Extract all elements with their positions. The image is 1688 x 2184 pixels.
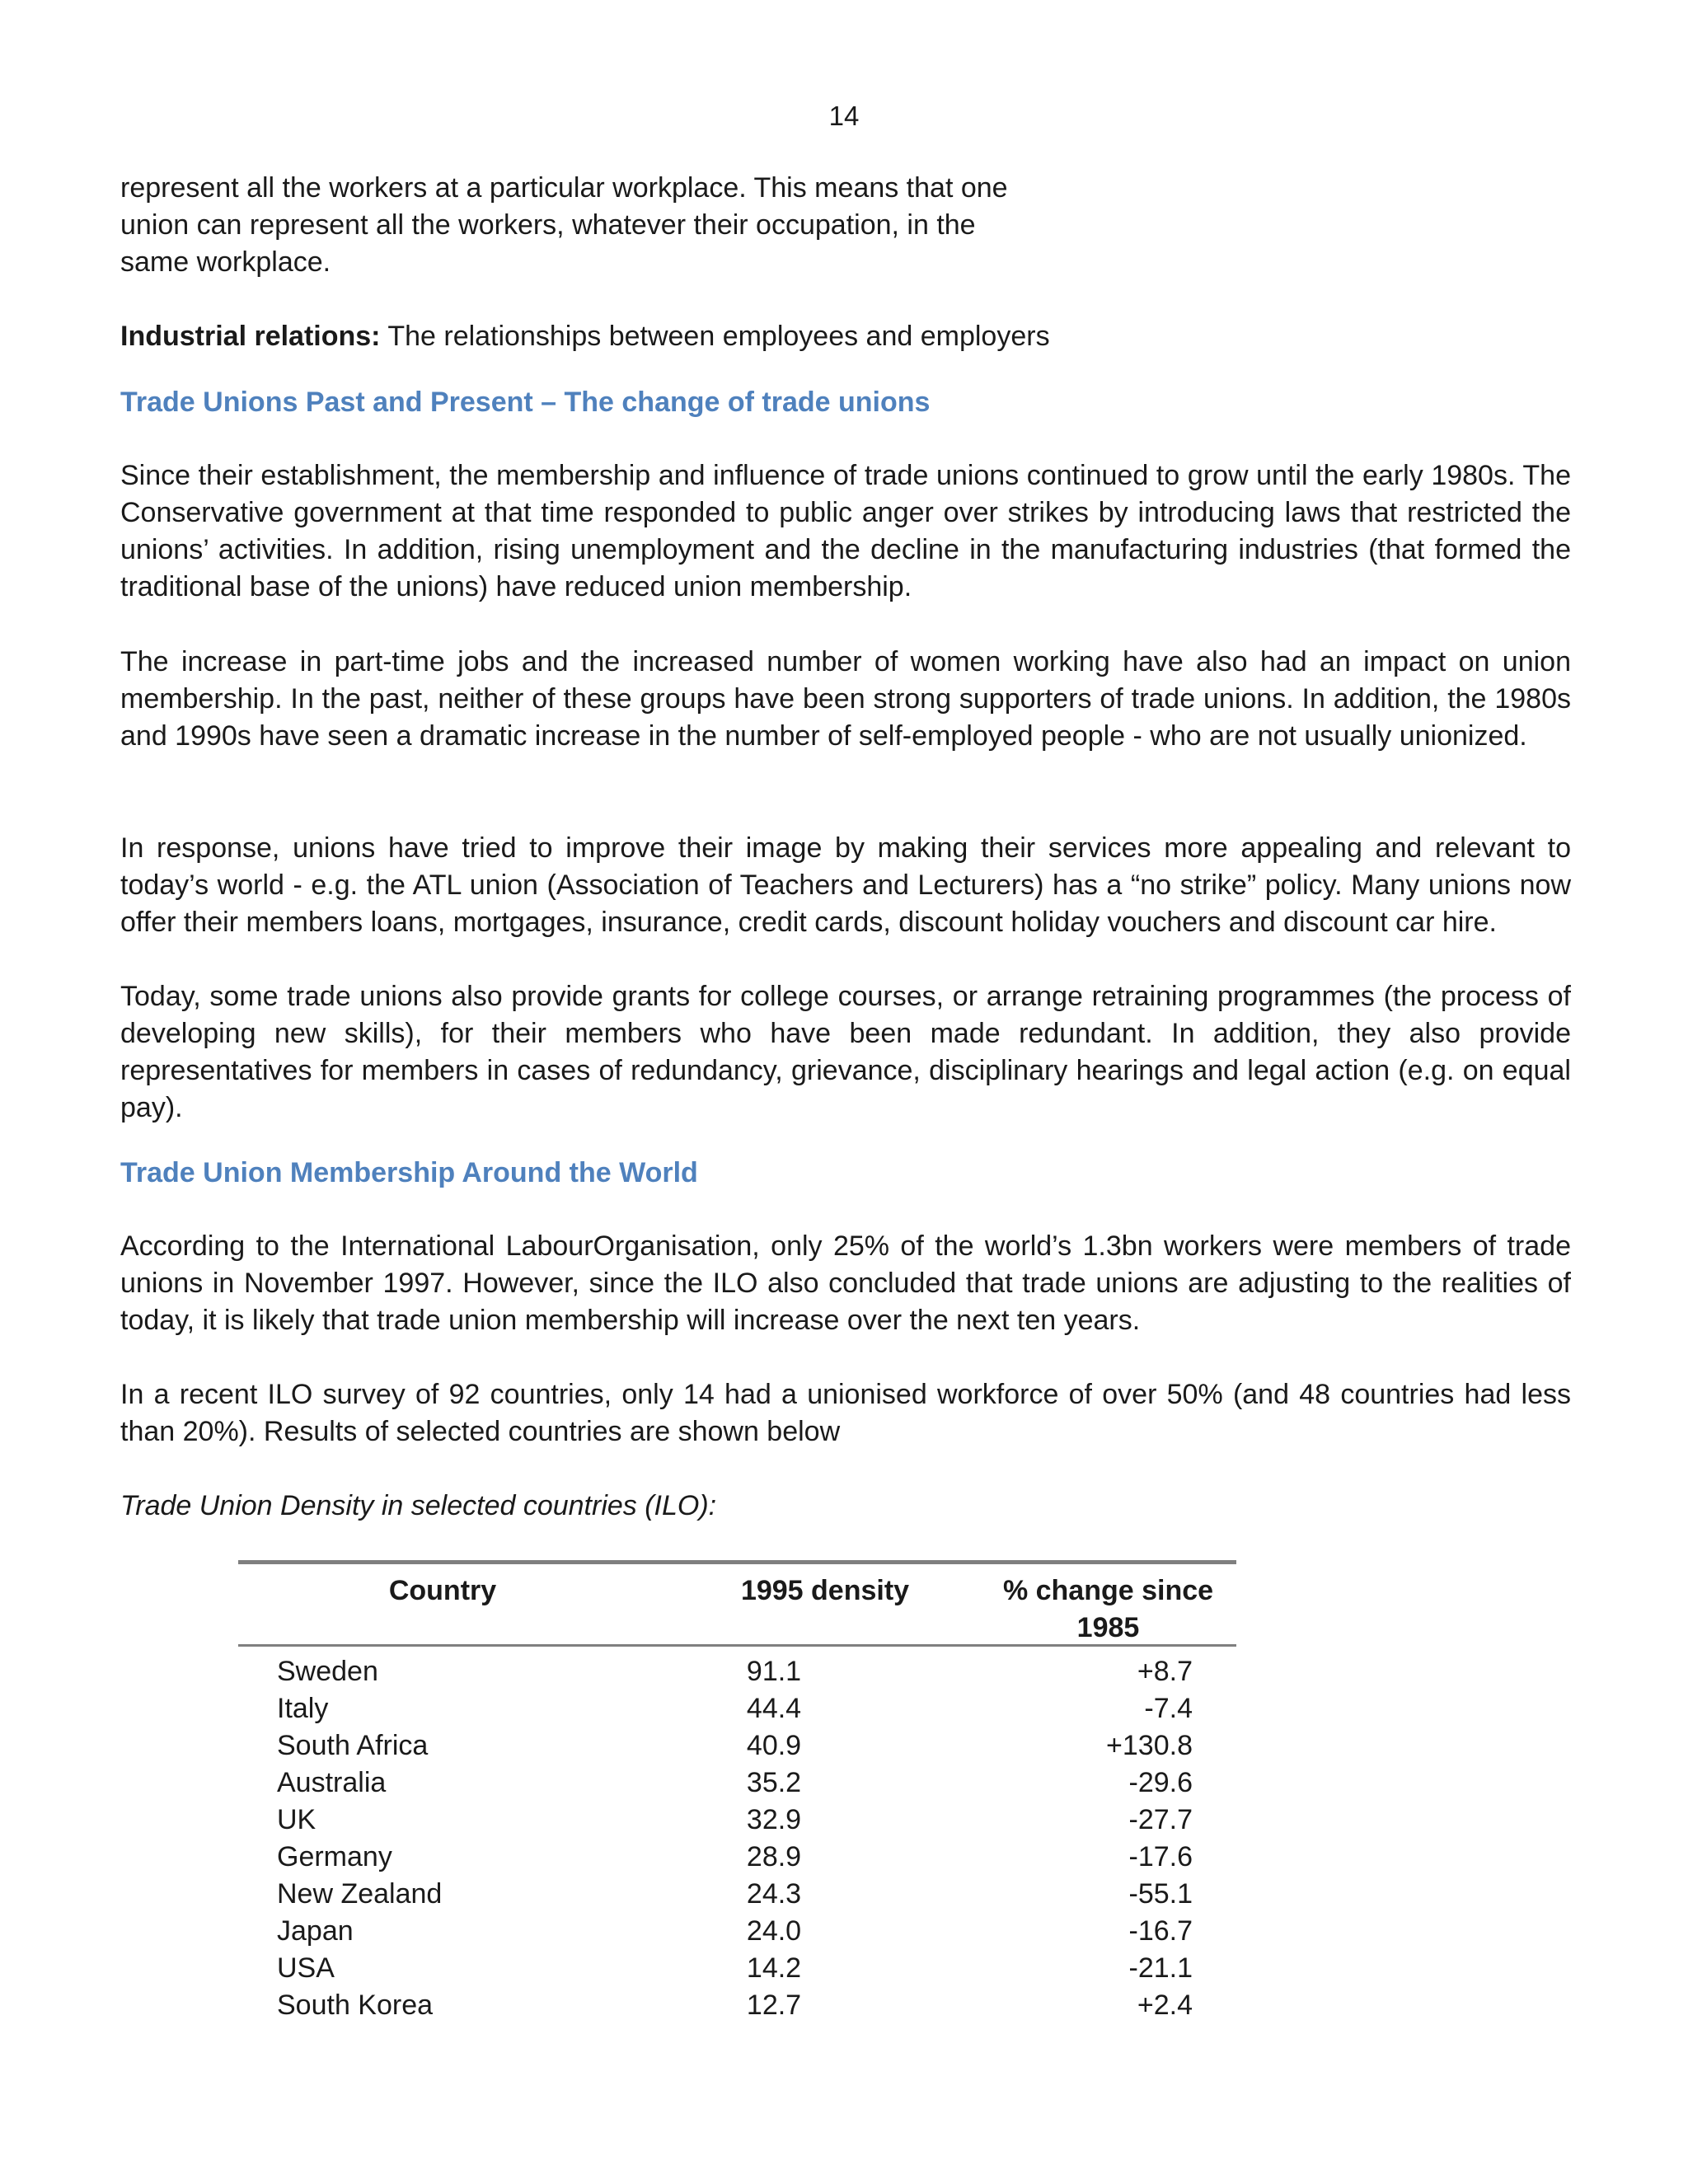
paragraph-establishment: Since their establishment, the membership and influence of trade unions continued to grow until the early 1980s. The Conservative government at that time responded to public anger over strikes by introducing laws that restricted the unions’ activities. In addition, rising unemployment and the decline in the manufacturing industries (that formed the traditional base of the unions) have reduced union membership. [120, 460, 1571, 602]
paragraph-survey: In a recent ILO survey of 92 countries, only 14 had a unionised workforce of over 50% (and 48 countries had less than 20%). Results of selected countries are shown below [120, 1379, 1571, 1447]
table-row [238, 1950, 1236, 1987]
table-row [238, 1876, 1236, 1913]
definition-text: The relationships between employees and employers [380, 321, 1050, 352]
cell-change: -21.1 [1128, 1952, 1193, 1984]
cell-density: 24.0 [746, 1915, 802, 1947]
cell-change: -17.6 [1128, 1841, 1193, 1872]
cell-change: -16.7 [1128, 1915, 1193, 1947]
header-change: % change since 1985 [1002, 1575, 1214, 1643]
cell-density: 91.1 [746, 1656, 802, 1687]
definition-term: Industrial relations: [120, 321, 381, 352]
cell-density: 35.2 [746, 1767, 802, 1798]
paragraph-today: Today, some trade unions also provide grants for college courses, or arrange retraining programmes (the process of developing new skills), for their members who have been made redundant. In addition, they also provide representatives for members in cases of redundancy, grievance, disciplinary hearings and legal action (e.g. on equal pay). [120, 981, 1571, 1123]
table-row [238, 1765, 1236, 1802]
cell-change: -27.7 [1128, 1804, 1193, 1835]
header-density: 1995 density [740, 1575, 910, 1606]
cell-country: Italy [277, 1693, 329, 1724]
cell-density: 44.4 [746, 1693, 802, 1724]
table-row [238, 1987, 1236, 2024]
cell-country: Japan [277, 1915, 354, 1947]
cell-density: 28.9 [746, 1841, 802, 1872]
table-row [238, 1913, 1236, 1950]
cell-change: -7.4 [1144, 1693, 1193, 1724]
density-table [238, 1560, 1236, 2024]
cell-country: Germany [277, 1841, 392, 1872]
table-row [238, 1690, 1236, 1727]
cell-country: South Africa [277, 1730, 429, 1761]
cell-country: New Zealand [277, 1878, 443, 1910]
intro-paragraph: represent all the workers at a particular workplace. This means that one union can represent all the workers, whatever their occupation, in the same workplace. [120, 172, 1008, 278]
cell-change: +8.7 [1137, 1656, 1193, 1687]
paragraph-ilo: According to the International LabourOrganisation, only 25% of the world’s 1.3bn workers were members of trade unions in November 1997. However, since the ILO also concluded that trade unions are adjusting to the realities of today, it is likely that trade union membership will increase over the next ten years. [120, 1230, 1571, 1336]
table-row [238, 1802, 1236, 1839]
cell-country: South Korea [277, 1990, 434, 2021]
cell-country: Sweden [277, 1656, 378, 1687]
table-row [238, 1839, 1236, 1876]
table-body [238, 1653, 1236, 2024]
cell-country: Australia [277, 1767, 387, 1798]
paragraph-response: In response, unions have tried to improve their image by making their services more appealing and relevant to today’s world - e.g. the ATL union (Association of Teachers and Lecturers) has a “no strike” policy. Many unions now offer their members loans, mortgages, insurance, credit cards, discount holiday vouchers and discount car hire. [120, 832, 1571, 938]
cell-density: 12.7 [746, 1990, 802, 2021]
cell-change: -55.1 [1128, 1878, 1193, 1910]
cell-change: -29.6 [1128, 1767, 1193, 1798]
table-row [238, 1653, 1236, 1690]
section-heading-trade-unions-past-present: Trade Unions Past and Present – The change of trade unions [120, 387, 931, 418]
paragraph-part-time-jobs: The increase in part-time jobs and the increased number of women working have also had an impact on union membership. In the past, neither of these groups have been strong supporters of trade unions. In addition, the 1980s and 1990s have seen a dramatic increase in the number of self-employed people - who are not usually unionized. [120, 646, 1571, 752]
cell-density: 40.9 [746, 1730, 802, 1761]
cell-density: 14.2 [746, 1952, 802, 1984]
section-heading-membership-world: Trade Union Membership Around the World [120, 1157, 698, 1188]
cell-change: +2.4 [1137, 1990, 1193, 2021]
table-row [238, 1727, 1236, 1765]
cell-density: 24.3 [746, 1878, 802, 1910]
table-header-row [238, 1560, 1236, 1647]
cell-density: 32.9 [746, 1804, 802, 1835]
page-number: 14 [828, 101, 860, 131]
cell-country: USA [277, 1952, 335, 1984]
table-caption: Trade Union Density in selected countries (ILO): [120, 1490, 717, 1521]
cell-change: +130.8 [1106, 1730, 1193, 1761]
definition-paragraph [120, 318, 1571, 355]
header-country: Country [388, 1575, 497, 1606]
cell-country: UK [277, 1804, 316, 1835]
